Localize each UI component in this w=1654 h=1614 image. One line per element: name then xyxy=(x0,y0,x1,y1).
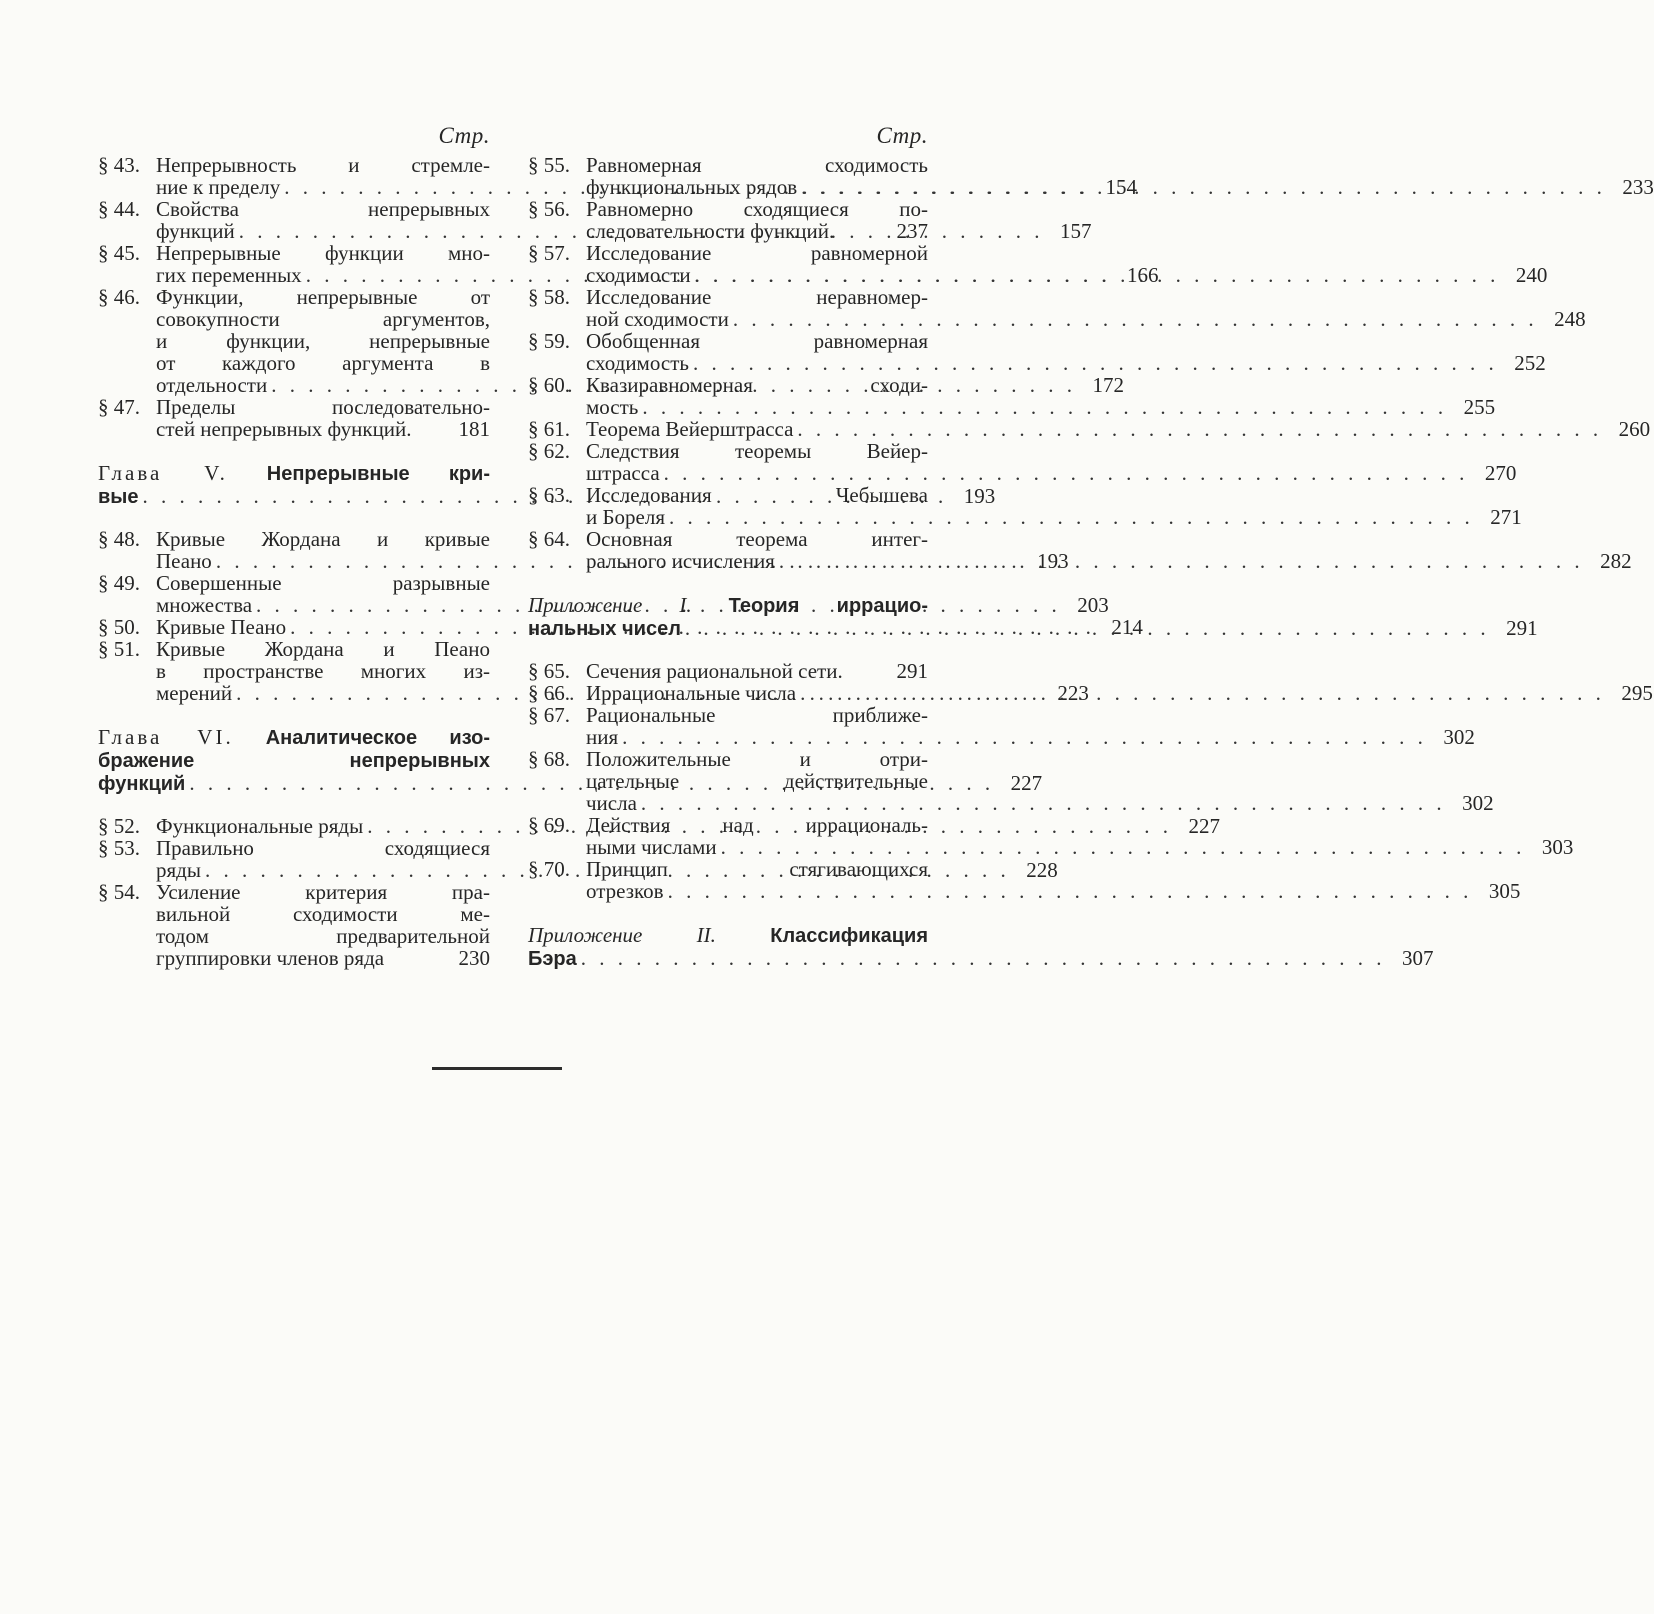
chapter-line-text xyxy=(528,924,928,947)
entry-line xyxy=(586,704,928,726)
section-number: § 70. xyxy=(528,857,570,881)
page-number: 302 xyxy=(1462,791,1494,815)
entry-line-text: Кривые Жордана и Пеано xyxy=(156,637,490,661)
page-number: 227 xyxy=(1010,771,1043,795)
dot-leader xyxy=(693,352,1498,374)
entry-line-text: Функции, непрерывные от xyxy=(156,285,490,309)
page-number: 302 xyxy=(1443,725,1475,749)
page-number: 307 xyxy=(1402,946,1434,970)
entry-line xyxy=(586,725,1475,749)
entry-line-text: Правильно сходящиеся xyxy=(156,836,490,860)
entry-line-text: Непрерывность и стремле- xyxy=(156,153,490,177)
entry-line-text: Сечения рациональной сети. xyxy=(586,659,843,683)
toc-entry xyxy=(528,198,928,242)
entry-line-text: Основная теорема интег- xyxy=(586,527,928,551)
entry-line xyxy=(586,461,1517,485)
section-number: § 44. xyxy=(98,197,140,221)
chapter-title: Теория иррацио- xyxy=(728,595,928,617)
entry-line xyxy=(156,418,490,440)
entry-line-text: Следствия теоремы Вейер- xyxy=(586,439,928,463)
dot-leader xyxy=(797,418,1602,440)
chapter-title: Непрерывные кри- xyxy=(266,463,491,485)
entry-line-text: ными числами xyxy=(586,835,717,859)
page-number: 295 xyxy=(1621,681,1653,705)
page-number: 271 xyxy=(1490,505,1522,529)
entry-line xyxy=(586,286,928,308)
dot-leader xyxy=(695,264,1500,286)
section-number: § 49. xyxy=(98,571,140,595)
toc-entry xyxy=(528,417,1651,441)
dot-leader xyxy=(641,792,1446,814)
chapter-line xyxy=(528,946,1434,970)
entry-line-text: Пеано xyxy=(156,549,212,573)
entry-line xyxy=(156,947,490,969)
dot-leader xyxy=(800,682,1605,704)
dot-leader xyxy=(721,836,1526,858)
entry-line-text: мость xyxy=(586,395,639,419)
section-number: § 67. xyxy=(528,703,570,727)
chapter-prefix: Приложение I. xyxy=(528,593,692,617)
entry-line xyxy=(586,374,928,396)
page-number: 228 xyxy=(1026,858,1058,882)
entry-line-text: стей непрерывных функций. xyxy=(156,417,412,441)
chapter-title: бражение непрерывных xyxy=(98,750,490,772)
dot-leader xyxy=(664,462,1469,484)
section-number: § 45. xyxy=(98,241,140,265)
entry-line-text: от каждого аргумента в xyxy=(156,351,490,375)
entry-line-text: Равномерно сходящиеся по- xyxy=(586,197,928,221)
section-number: § 47. xyxy=(98,395,140,419)
entry-line-text: рального исчисления xyxy=(586,549,775,573)
entry-line-text: множества xyxy=(156,593,253,617)
entry-line xyxy=(586,879,1521,903)
entry-line-text: числа xyxy=(586,791,637,815)
page-number: 291 xyxy=(1506,616,1538,640)
page-number: 181 xyxy=(458,417,490,441)
chapter-line-text xyxy=(528,947,577,970)
entry-line-text: Усиление критерия пра- xyxy=(156,880,490,904)
entry-line-text: Равномерная сходимость xyxy=(586,153,928,177)
entry-line xyxy=(156,198,490,220)
entry-line xyxy=(586,220,928,242)
entry-line-text: ние к пределу xyxy=(156,175,281,199)
entry-line xyxy=(586,395,1496,419)
chapter-line xyxy=(528,924,928,947)
chapter-line-text xyxy=(98,726,490,749)
entry-line xyxy=(156,242,490,264)
entry-text xyxy=(586,198,928,242)
section-number: § 51. xyxy=(98,637,140,661)
entry-line xyxy=(156,572,490,594)
entry-line xyxy=(586,307,1586,331)
page-column-header: Стр. xyxy=(876,123,928,148)
entry-line xyxy=(586,791,1494,815)
entry-line-text: ной сходимости xyxy=(586,307,729,331)
entry-text xyxy=(586,417,1651,441)
page-number: 248 xyxy=(1554,307,1586,331)
page-number: 203 xyxy=(1077,593,1109,617)
entry-line xyxy=(586,330,928,352)
section-number: § 56. xyxy=(528,197,570,221)
page-number: 260 xyxy=(1618,417,1651,441)
chapter-line-text xyxy=(528,594,928,617)
entry-line-text: Действия над иррациональ- xyxy=(586,813,928,837)
chapter-prefix: Глава VI. xyxy=(98,725,234,749)
entry-text xyxy=(586,439,1517,485)
entry-line-text: Кривые Пеано xyxy=(156,615,287,639)
entry-line xyxy=(156,881,490,903)
entry-line xyxy=(586,660,928,682)
dot-leader xyxy=(801,176,1606,198)
chapter-title: Бэра xyxy=(528,948,577,970)
entry-line-text: цательные действительные xyxy=(586,769,928,793)
dot-leader xyxy=(733,308,1538,330)
page-number: 172 xyxy=(1092,373,1124,397)
entry-line-text: отрезков xyxy=(586,879,664,903)
entry-line xyxy=(586,748,928,770)
entry-line-text: Квазиравномерная сходи- xyxy=(586,373,928,397)
entry-line-text: Иррациональные числа xyxy=(586,681,797,705)
page-number: 193 xyxy=(963,484,996,508)
chapter-title: Аналитическое изо- xyxy=(265,727,491,749)
page-number: 291 xyxy=(896,659,928,683)
chapter-text xyxy=(528,923,1434,970)
section-number: § 62. xyxy=(528,439,570,463)
entry-line xyxy=(586,351,1546,375)
entry-line-text: тодом предварительной xyxy=(156,924,490,948)
chapter-heading xyxy=(528,923,1434,970)
entry-line-text: Функциональные ряды xyxy=(156,814,364,838)
entry-line-text: Свойства непрерывных xyxy=(156,197,490,221)
entry-line xyxy=(586,858,928,880)
page-number: 230 xyxy=(458,946,490,970)
section-number: § 43. xyxy=(98,153,140,177)
entry-line-text: мерений xyxy=(156,681,233,705)
entry-line-text: Рациональные приближе- xyxy=(586,703,928,727)
page-number: 233 xyxy=(1622,175,1654,199)
toc-entry xyxy=(528,660,928,682)
section-number: § 57. xyxy=(528,241,570,265)
section-number: § 55. xyxy=(528,153,570,177)
dot-leader xyxy=(669,506,1474,528)
entry-line xyxy=(156,308,490,330)
entry-line-text: Исследование неравномер- xyxy=(586,285,928,309)
section-number: § 54. xyxy=(98,880,140,904)
entry-line-text: совокупности аргументов, xyxy=(156,307,490,331)
chapter-line-text xyxy=(98,485,139,508)
entry-line-text: Обобщенная равномерная xyxy=(586,329,928,353)
section-number: § 69. xyxy=(528,813,570,837)
entry-line xyxy=(156,154,490,176)
chapter-line xyxy=(98,726,490,749)
toc-entry xyxy=(528,703,1475,749)
entry-text xyxy=(156,396,490,440)
page-number: 223 xyxy=(1057,681,1089,705)
entry-text xyxy=(586,660,928,682)
entry-line-text: Теорема Вейерштрасса xyxy=(586,417,794,441)
entry-line xyxy=(156,352,490,374)
toc-entry xyxy=(528,439,1517,485)
entry-line xyxy=(586,440,928,462)
page-number: 255 xyxy=(1463,395,1496,419)
page-column-header: Стр. xyxy=(438,123,490,148)
toc-entry xyxy=(528,285,1586,331)
entry-line-text: Положительные и отри- xyxy=(586,747,928,771)
entry-line-text: ряды xyxy=(156,858,201,882)
entry-line xyxy=(586,835,1574,859)
entry-line xyxy=(586,528,928,550)
entry-line xyxy=(156,837,490,859)
page-number: 303 xyxy=(1541,835,1574,859)
section-number: § 52. xyxy=(98,814,140,838)
section-number: § 46. xyxy=(98,285,140,309)
entry-line xyxy=(156,903,490,925)
end-divider xyxy=(432,1067,562,1070)
section-number: § 59. xyxy=(528,329,570,353)
entry-line-text: сходимости xyxy=(586,263,691,287)
entry-text xyxy=(586,285,1586,331)
entry-line xyxy=(586,198,928,220)
section-number: § 65. xyxy=(528,659,570,683)
entry-line-text: Пределы последовательно- xyxy=(156,395,490,419)
entry-line-text: отдельности xyxy=(156,373,268,397)
page-number: 237 xyxy=(896,219,928,243)
toc-entry xyxy=(528,329,1546,375)
entry-line-text: группировки членов ряда xyxy=(156,946,385,970)
chapter-title: вые xyxy=(98,486,139,508)
entry-line xyxy=(156,925,490,947)
entry-line xyxy=(586,242,928,264)
page-number: 166 xyxy=(1126,263,1159,287)
chapter-line-text xyxy=(98,462,490,485)
chapter-prefix: Глава V. xyxy=(98,461,228,485)
entry-line-text: и функции, непрерывные xyxy=(156,329,490,353)
chapter-line xyxy=(98,462,490,485)
entry-line-text: Кривые Жордана и кривые xyxy=(156,527,490,551)
entry-line-text: следовательности функций. xyxy=(586,219,835,243)
dot-leader xyxy=(779,550,1584,572)
chapter-line xyxy=(98,749,490,772)
entry-text xyxy=(586,703,1475,749)
entry-line-text: штрасса xyxy=(586,461,660,485)
toc-entry xyxy=(98,396,490,440)
page-number: 240 xyxy=(1515,263,1548,287)
entry-line-text: Исследования Чебышева xyxy=(586,483,928,507)
chapter-title: Классификация xyxy=(770,925,928,947)
chapter-line-text xyxy=(98,749,490,772)
entry-line-text: функциональных рядов xyxy=(586,175,798,199)
dot-leader xyxy=(622,726,1427,748)
entry-line xyxy=(586,770,928,792)
entry-line xyxy=(156,396,490,418)
entry-line xyxy=(586,484,928,506)
dot-leader xyxy=(685,617,1490,639)
page-number: 157 xyxy=(1060,219,1092,243)
entry-line xyxy=(586,505,1522,529)
section-number: § 66. xyxy=(528,681,570,705)
chapter-line xyxy=(528,594,928,617)
page-number: 282 xyxy=(1600,549,1632,573)
entry-line-text: в пространстве многих из- xyxy=(156,659,490,683)
chapter-prefix: Приложение II. xyxy=(528,923,716,947)
chapter-title: функций xyxy=(98,773,186,795)
section-number: § 60. xyxy=(528,373,570,397)
page-number: 193 xyxy=(1037,549,1069,573)
entry-line xyxy=(586,417,1651,441)
section-number: § 63. xyxy=(528,483,570,507)
section-number: § 53. xyxy=(98,836,140,860)
page-number: 154 xyxy=(1105,175,1138,199)
page-number: 214 xyxy=(1111,615,1143,639)
dot-leader xyxy=(642,396,1447,418)
page-number: 305 xyxy=(1488,879,1521,903)
entry-line-text: Исследование равномерной xyxy=(586,241,928,265)
section-number: § 48. xyxy=(98,527,140,551)
chapter-line-text xyxy=(528,617,681,640)
entry-line-text: Непрерывные функции мно- xyxy=(156,241,490,265)
toc-entry xyxy=(98,881,490,969)
page-number: 252 xyxy=(1514,351,1546,375)
entry-line-text: вильной сходимости ме- xyxy=(156,902,490,926)
entry-line xyxy=(156,286,490,308)
section-number: § 68. xyxy=(528,747,570,771)
entry-text xyxy=(156,881,490,969)
entry-line-text: ния xyxy=(586,725,619,749)
dot-leader xyxy=(581,947,1386,969)
section-number: § 58. xyxy=(528,285,570,309)
section-number: § 64. xyxy=(528,527,570,551)
entry-line-text: функций xyxy=(156,219,235,243)
entry-line xyxy=(156,638,490,660)
chapter-line-text xyxy=(98,772,185,795)
section-number: § 61. xyxy=(528,417,570,441)
entry-line xyxy=(156,330,490,352)
entry-line xyxy=(156,528,490,550)
page-number: 270 xyxy=(1484,461,1517,485)
entry-line-text: Совершенные разрывные xyxy=(156,571,490,595)
entry-line xyxy=(586,154,928,176)
entry-line-text: сходимость xyxy=(586,351,689,375)
entry-line xyxy=(156,660,490,682)
section-number: § 50. xyxy=(98,615,140,639)
entry-line-text: Принцип стягивающихся xyxy=(586,857,928,881)
entry-text xyxy=(586,329,1546,375)
chapter-title: нальных чисел xyxy=(528,618,681,640)
entry-line xyxy=(586,814,928,836)
page-number: 227 xyxy=(1188,814,1220,838)
entry-line-text: и Бореля xyxy=(586,505,666,529)
entry-line-text: гих переменных xyxy=(156,263,302,287)
dot-leader xyxy=(668,880,1473,902)
